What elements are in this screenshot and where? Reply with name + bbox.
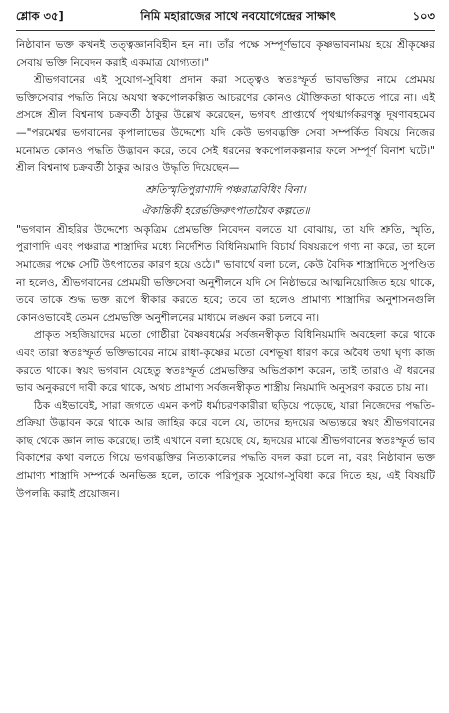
sanskrit-verse — [16, 182, 435, 220]
paragraph-5: ঠিক এইভাবেই, সারা জগতে এমন কপট ধর্মাচরণকারীরা ছড়িয়ে পড়েছে, যারা নিজেদের পদ্ধতি-প্রক্রিয়া উদ্ভাবন করে থাকে আর জাহির করে বলে যে, তাদের হৃদয়ের অভ্যন্তরে স্বয়ং শ্রীভগবানের কাছ থেকে জ্ঞান লাভ করেছে। তাই এখানে বলা হয়েছে যে, হৃদয়ের মাঝে শ্রীভগবানের স্বতঃস্ফূর্ত ভাব বিকাশের কথা বলতে গিয়ে ভগবদ্ভক্তির নিত্যকালের পদ্ধতি বদল করা চলে না, বরং নিষ্ঠাবান ভক্ত প্রামাণ্য শাস্ত্রাদি সম্পর্কে অনভিজ্ঞ হলে, তাকে পরিপূরক সুযোগ-সুবিধা করে দিতে হয়, এই বিষয়টি উপলব্ধি করাই প্রয়োজন। — [16, 399, 435, 500]
chapter-title: নিমি মহারাজের সাথে নবযোগেন্দ্রের সাক্ষাৎ — [140, 9, 336, 23]
verse-line-2: ঐকান্তিকী হরের্ভক্তিরুৎপাতায়ৈব কল্পতে॥ — [141, 204, 310, 217]
running-header — [16, 8, 435, 31]
verse-line-1: শ্রুতিস্মৃতিপুরাণাদি পঞ্চরাত্রবিধিং বিনা। — [145, 183, 306, 196]
paragraph-1: নিষ্ঠাবান ভক্ত কখনই তত্ত্বজ্ঞানবিহীন হন না। তাঁর পক্ষে সম্পূর্ণভাবে কৃষ্ণভাবনাময় হয়ে শ্রীকৃষ্ণের সেবায় ভক্তি নিবেদন করাই একমাত্র যোগ্যতা।" — [16, 39, 435, 69]
paragraph-3: "ভগবান শ্রীহরির উদ্দেশ্যে অকৃত্রিম প্রেমভক্তি নিবেদন বলতে যা বোঝায়, তা যদি শ্রুতি, স্মৃতি, পুরাণাদি এবং পঞ্চরাত্র শাস্ত্রাদির মধ্যে নির্দেশিত বিধিনিয়মাদি বিচার্য বিষয়রূপে গণ্য না করে, তা হলে সমাজের পক্ষে সেটি উৎপাতের কারণ হয়ে ওঠে।" ভাবার্থে বলা চলে, কেউ বৈদিক শাস্ত্রাদিতে সুপণ্ডিত না হলেও, শ্রীভগবানের প্রেমময়ী ভক্তিসেবা অনুশীলনে যদি সে নিষ্ঠাভরে আত্মনিয়োজিত হয়ে থাকে, তবে তাকে শুদ্ধ ভক্ত রূপে স্বীকার করতে হবে; তবে তা হলেও প্রামাণ্য শাস্ত্রাদির অনুশাসনগুলি কোনওভাবেই তেমন প্রেমভক্তি অনুশীলনের মাধ্যমে লঙ্ঘন করা চলবে না। — [16, 223, 435, 324]
verse-reference: শ্লোক ৩৫] — [16, 9, 64, 23]
page-number: ১০৩ — [412, 9, 435, 23]
paragraph-4: প্রাকৃত সহজিয়াদের মতো গোষ্ঠীরা বৈষ্ণবধর্মের সর্বজনস্বীকৃত বিধিনিয়মাদি অবহেলা করে থাকে এবং তারা স্বতঃস্ফূর্ত ভক্তিভাবের নামে রাধা-কৃষ্ণের মতো বেশভূষা ধারণ করে অবৈধ তথা ঘৃণ্য কাজ করতে থাকে। স্বয়ং ভগবান যেহেতু স্বতঃস্ফূর্ত প্রেমভক্তির অভিপ্রকাশ করেন, তাই তারাও ঐ ধরনের ভাব অনুকরণে দাবী করে থাকে, অথচ প্রামাণ্য সর্বজনস্বীকৃত শাস্ত্রীয় নিয়মাদি অনুসরণ করতে চায় না। — [16, 329, 435, 395]
paragraph-2: শ্রীভগবানের এই সুযোগ-সুবিধা প্রদান করা সত্ত্বেও স্বতঃস্ফূর্ত ভাবভক্তির নামে প্রেমময় ভক্তিসেবার পদ্ধতি নিয়ে অযথা স্বকপোলকল্পিত আচরণের কোনও যৌক্তিকতা থাকতে পারে না। এই প্রসঙ্গে শ্রীল বিশ্বনাথ চক্রবর্তী ঠাকুর উল্লেখ করেছেন, ভগবৎ প্রাপ্ত্যর্থে পৃথগ্মার্গকরণস্তু দূষণাবহমেব—"পরমেশ্বর ভগবানের কৃপালাভের উদ্দেশ্যে যদি কেউ ভগবদ্ভক্তি সেবা সম্পর্কিত বিষয়ে নিজের মনোমত কোনও পদ্ধতি উদ্ভাবন করে, তবে সেই ধরনের স্বকপোলকল্পনার ফলে সম্পূর্ণ বিনাশ ঘটে।" শ্রীল বিশ্বনাথ চক্রবর্তী ঠাকুর আরও উদ্ধৃতি দিয়েছেন— — [16, 74, 435, 175]
